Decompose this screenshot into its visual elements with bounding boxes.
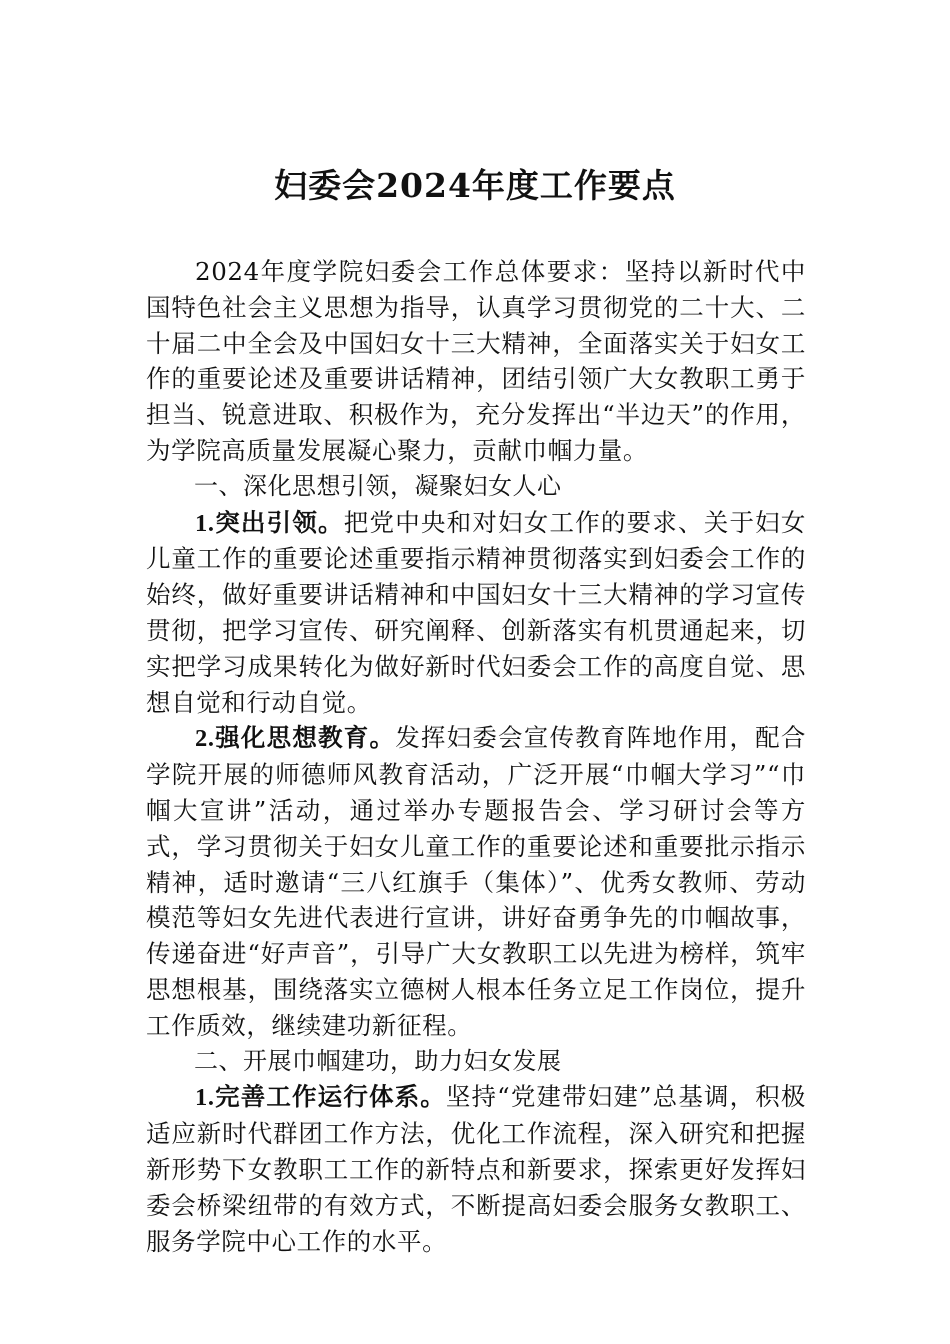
intro-paragraph: 2024年度学院妇委会工作总体要求：坚持以新时代中国特色社会主义思想为指导，认真学习贯彻党的二十大、二十届二中全会及中国妇女十三大精神，全面落实关于妇女工作的重要论述及重要讲话精神，团结引领广大女教职工勇于担当、锐意进取、积极作为，充分发挥出“半边天”的作用，为学院高质量发展凝心聚力，贡献巾帼力量。 (146, 257, 806, 465)
item-lead: 突出引领。 (214, 507, 344, 537)
item-text: 把党中央和对妇女工作的要求、关于妇女儿童工作的重要论述重要指示精神贯彻落实到妇委会工作的始终，做好重要讲话精神和中国妇女十三大精神的学习宣传贯彻，把学习宣传、研究阐释、创新落实有机贯通起来，切实把学习成果转化为做好新时代妇委会工作的高度自觉、思想自觉和行动自觉。 (146, 507, 806, 717)
section-1-item-1 (146, 505, 806, 721)
item-lead: 完善工作运行体系。 (214, 1082, 446, 1112)
section-heading-1: 一、深化思想引领，凝聚妇女人心 (194, 471, 562, 500)
document-title: 妇委会2024年度工作要点 (274, 166, 676, 205)
item-number: 1. (195, 509, 215, 537)
section-heading-2: 二、开展巾帼建功，助力妇女发展 (194, 1046, 562, 1075)
item-text: 坚持“党建带妇建”总基调，积极适应新时代群团工作方法，优化工作流程，深入研究和把握新形势下女教职工工作的新特点和新要求，探索更好发挥妇委会桥梁纽带的有效方式，不断提高妇委会服务女教职工、服务学院中心工作的水平。 (146, 1082, 806, 1256)
item-lead: 强化思想教育。 (214, 723, 396, 753)
item-text: 发挥妇委会宣传教育阵地作用，配合学院开展的师德师风教育活动，广泛开展“巾帼大学习”“巾帼大宣讲”活动，通过举办专题报告会、学习研讨会等方式，学习贯彻关于妇女儿童工作的重要论述和重要批示指示精神，适时邀请“三八红旗手（集体）”、优秀女教师、劳动模范等妇女先进代表进行宣讲，讲好奋勇争先的巾帼故事，传递奋进“好声音”，引导广大女教职工以先进为榜样，筑牢思想根基，围绕落实立德树人根本任务立足工作岗位，提升工作质效，继续建功新征程。 (146, 723, 806, 1040)
item-number: 1. (195, 1084, 215, 1112)
item-number: 2. (195, 725, 215, 753)
section-2-item-1 (146, 1079, 806, 1259)
document-body (146, 254, 806, 1259)
section-1-item-2 (146, 720, 806, 1043)
